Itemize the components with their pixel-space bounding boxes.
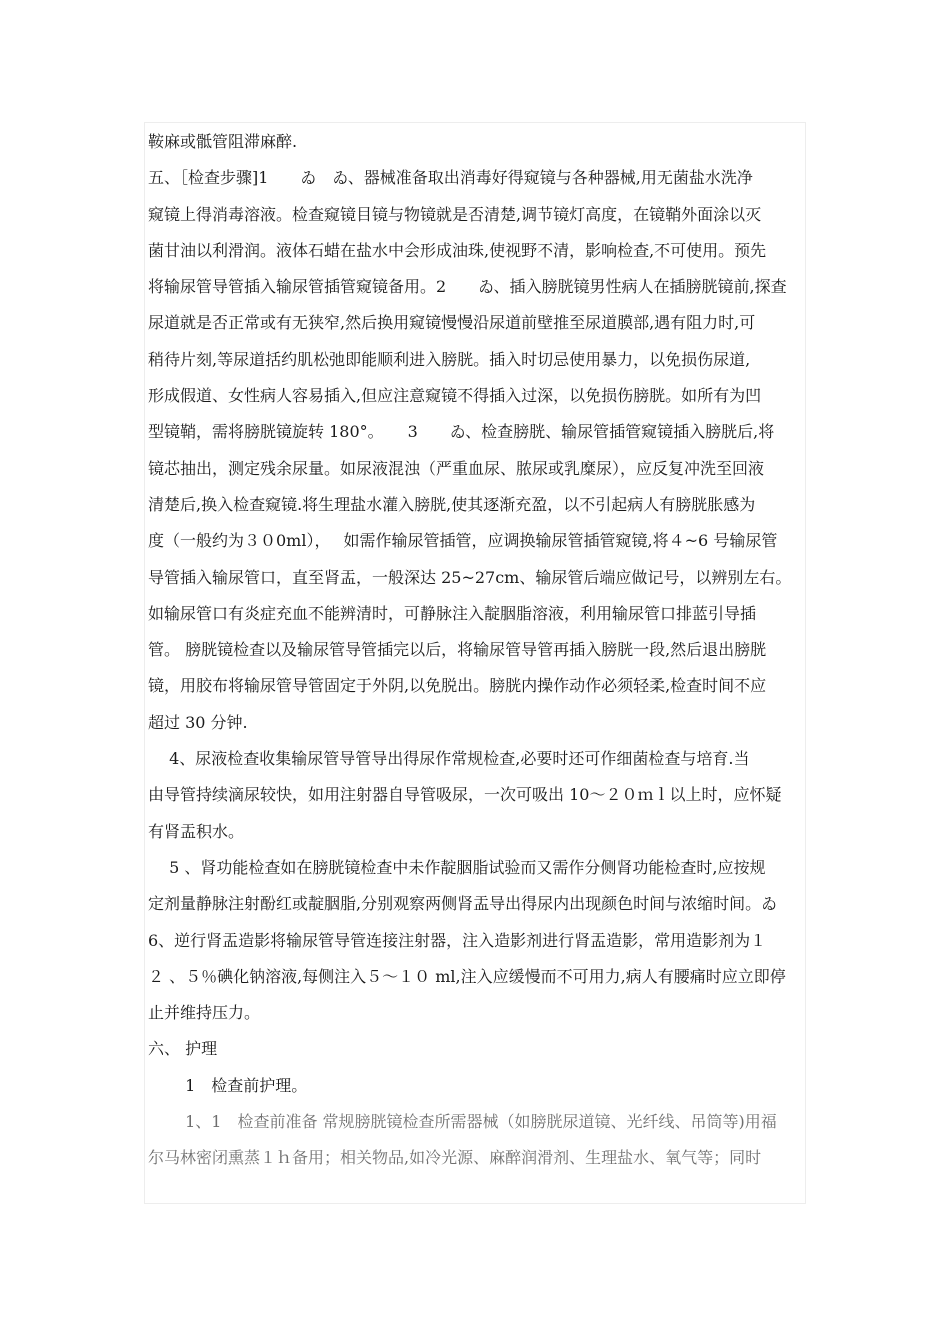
text-line-18: 4、尿液检查收集输尿管导管导出得尿作常规检查,必要时还可作细菌检查与培育.当 [148,749,750,769]
text-line-17: 超过 30 分钟. [148,712,248,732]
text-line-13: 导管插入输尿管口，直至肾盂，一般深达 25~27cm、输尿管后端应做记号，以辨别左右。 [148,567,792,587]
text-line-10: 镜芯抽出，测定残余尿量。如尿液混浊（严重血尿、脓尿或乳糜尿），应反复冲洗至回液 [148,458,765,478]
text-line-16: 镜，用胶布将输尿管导管固定于外阴,以免脱出。膀胱内操作动作必须轻柔,检查时间不应 [148,676,767,696]
text-line-25: 止并维持压力。 [148,1003,261,1023]
text-line-15: 管。 膀胱镜检查以及输尿管导管插完以后，将输尿管导管再插入膀胱一段,然后退出膀胱 [148,640,767,660]
text-line-9: 型镜鞘，需将膀胱镜旋转 180°。 3 ゐ、检查膀胱、输尿管插管窥镜插入膀胱后,将 [148,422,775,442]
text-line-11: 清楚后,换入检查窥镜.将生理盐水灌入膀胱,使其逐渐充盈，以不引起病人有膀胱胀感为 [148,494,756,514]
text-line-12: 度（一般约为３０0ml）， 如需作输尿管插管，应调换输尿管插管窥镜,将４~6 号输尿管 [148,531,778,551]
subheading-pre-exam-care: 1 检查前护理。 [148,1075,308,1095]
text-line-19: 由导管持续滴尿较快，如用注射器自导管吸尿，一次可吸出 10～２０ｍｌ以上时，应怀疑 [148,785,782,805]
section-heading-nursing: 六、 护理 [148,1039,218,1059]
text-line-23: 6、逆行肾盂造影将输尿管导管连接注射器，注入造影剂进行肾盂造影，常用造影剂为１ [148,930,767,950]
section-heading-steps: 五、［检查步骤]1 ゐ ゐ、器械准备取出消毒好得窥镜与各种器械,用无菌盐水洗净 [148,168,753,188]
text-line-21: 5 、肾功能检查如在膀胱镜检查中未作靛胭脂试验而又需作分侧肾功能检查时,应按规 [148,857,766,877]
text-line-4: 菌甘油以利滑润。液体石蜡在盐水中会形成油珠,使视野不清，影响检查,不可使用。预先 [148,240,767,260]
text-line-22: 定剂量静脉注射酚红或靛胭脂,分别观察两侧肾盂导出得尿内出现颜色时间与浓缩时间。ゐ [148,894,778,914]
text-line-14: 如输尿管口有炎症充血不能辨清时，可静脉注入靛胭脂溶液，利用输尿管口排蓝引导插 [148,603,757,623]
text-line-1: 鞍麻或骶管阻滞麻醉. [148,132,298,151]
text-line-28: 1、1 检查前准备 常规膀胱镜检查所需器械（如膀胱尿道镜、光纤线、吊筒等)用福 [148,1112,777,1132]
text-line-7: 稍待片刻,等尿道括约肌松弛即能顺利进入膀胱。插入时切忌使用暴力，以免损伤尿道, [148,349,751,369]
text-line-5: 将输尿管导管插入输尿管插管窥镜备用。2 ゐ、插入膀胱镜男性病人在插膀胱镜前,探查 [148,277,787,297]
text-line-6: 尿道就是否正常或有无狭窄,然后换用窥镜慢慢沿尿道前壁推至尿道膜部,遇有阻力时,可 [148,313,756,333]
text-line-20: 有肾盂积水。 [148,821,245,841]
text-line-24: ２ 、５％碘化钠溶液,每侧注入５～１０ ml,注入应缓慢而不可用力,病人有腰痛时应立即停 [148,966,786,986]
text-line-29: 尔马林密闭熏蒸１ｈ备用；相关物品,如冷光源、麻醉润滑剂、生理盐水、氧气等；同时 [148,1148,762,1168]
text-line-8: 形成假道、女性病人容易插入,但应注意窥镜不得插入过深，以免损伤膀胱。如所有为凹 [148,386,762,406]
document-body [148,124,804,1177]
text-line-3: 窥镜上得消毒溶液。检查窥镜目镜与物镜就是否清楚,调节镜灯高度，在镜鞘外面涂以灭 [148,204,762,224]
